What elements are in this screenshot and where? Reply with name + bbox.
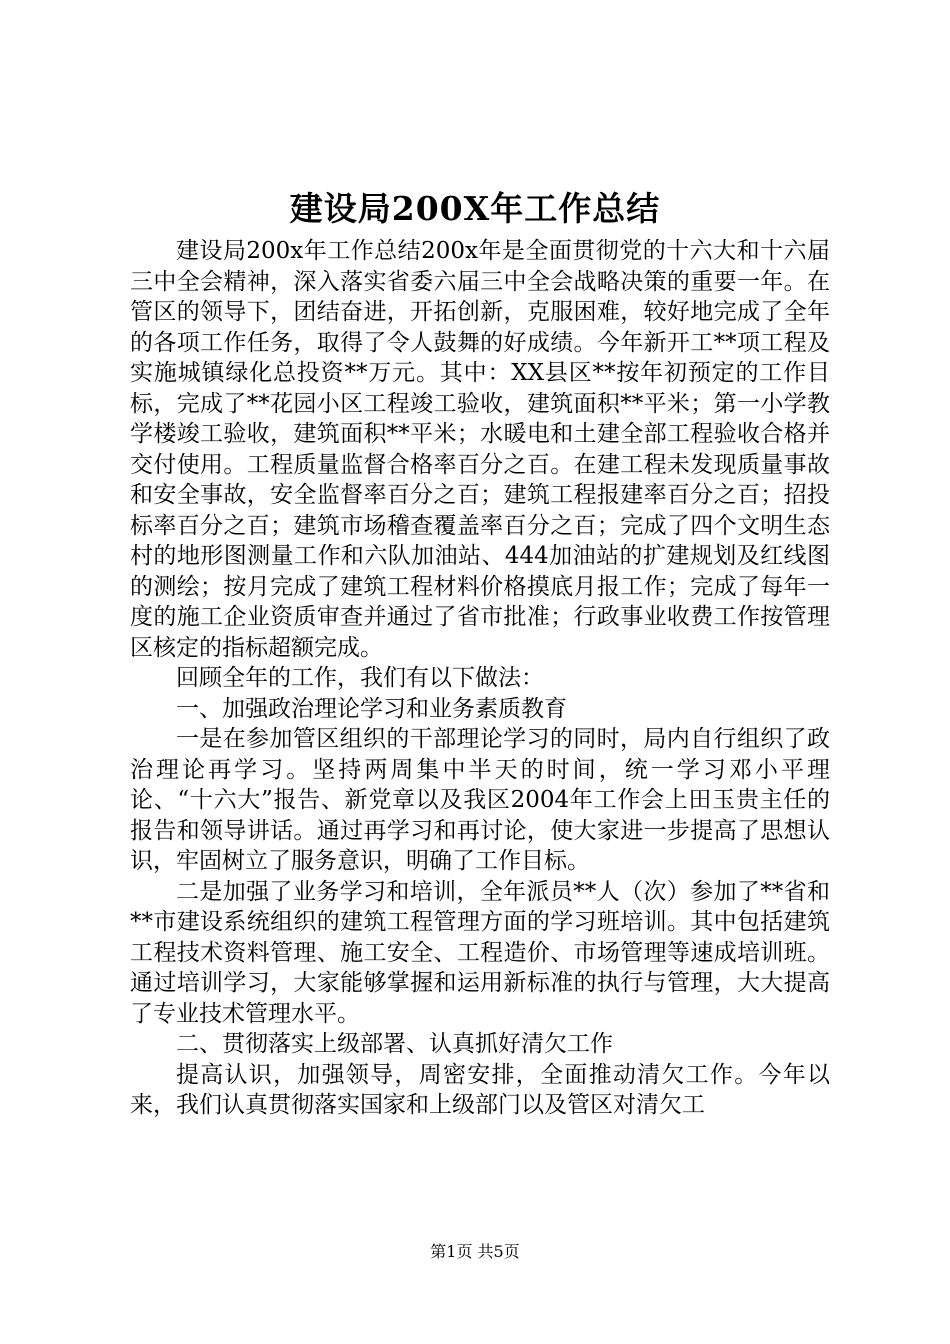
- section-heading-1: 一、加强政治理论学习和业务素质教育: [176, 695, 567, 722]
- paragraph-political-study: 一是在参加管区组织的干部理论学习的同时，局内自行组织了政治理论再学习。坚持两周集中半天的时间，统一学习邓小平理论、“十六大”报告、新党章以及我区2004年工作会上田玉贵主任的报告和领导讲话。通过再学习和再讨论，使大家进一步提高了思想认识，牢固树立了服务意识，明确了工作目标。: [130, 726, 830, 874]
- paragraph-debt-clearing: 提高认识，加强领导，周密安排，全面推动清欠工作。今年以来，我们认真贯彻落实国家和上级部门以及管区对清欠工: [130, 1061, 830, 1118]
- paragraph-business-training: 二是加强了业务学习和培训，全年派员**人（次）参加了**省和**市建设系统组织的建筑工程管理方面的学习班培训。其中包括建筑工程技术资料管理、施工安全、工程造价、市场管理等速成培训班。通过培训学习，大家能够掌握和运用新标准的执行与管理，大大提高了专业技术管理水平。: [130, 878, 830, 1027]
- section-heading-2: 二、贯彻落实上级部署、认真抓好清欠工作: [176, 1031, 613, 1057]
- document-title: 建设局200X年工作总结: [289, 189, 661, 228]
- document-body: [130, 236, 830, 1121]
- paragraph-review-intro: 回顾全年的工作，我们有以下做法：: [176, 665, 544, 691]
- page-number-footer: 第1页 共5页: [430, 1242, 520, 1261]
- paragraph-summary: 建设局200x年工作总结200x年是全面贯彻党的十六大和十六届三中全会精神，深入落实省委六届三中全会战略决策的重要一年。在管区的领导下，团结奋进，开拓创新，克服困难，较好地完成了全年的各项工作任务，取得了令人鼓舞的好成绩。今年新开工**项工程及实施城镇绿化总投资**万元。其中：XX县区**按年初预定的工作目标，完成了**花园小区工程竣工验收，建筑面积**平米；第一小学教学楼竣工验收，建筑面积**平米；水暖电和土建全部工程验收合格并交付使用。工程质量监督合格率百分之百。在建工程未发现质量事故和安全事故，安全监督率百分之百；建筑工程报建率百分之百；招投标率百分之百；建筑市场稽查覆盖率百分之百；完成了四个文明生态村的地形图测量工作和六队加油站、444加油站的扩建规划及红线图的测绘；按月完成了建筑工程材料价格摸底月报工作；完成了每年一度的施工企业资质审查并通过了省市批准；行政事业收费工作按管理区核定的指标超额完成。: [130, 238, 830, 661]
